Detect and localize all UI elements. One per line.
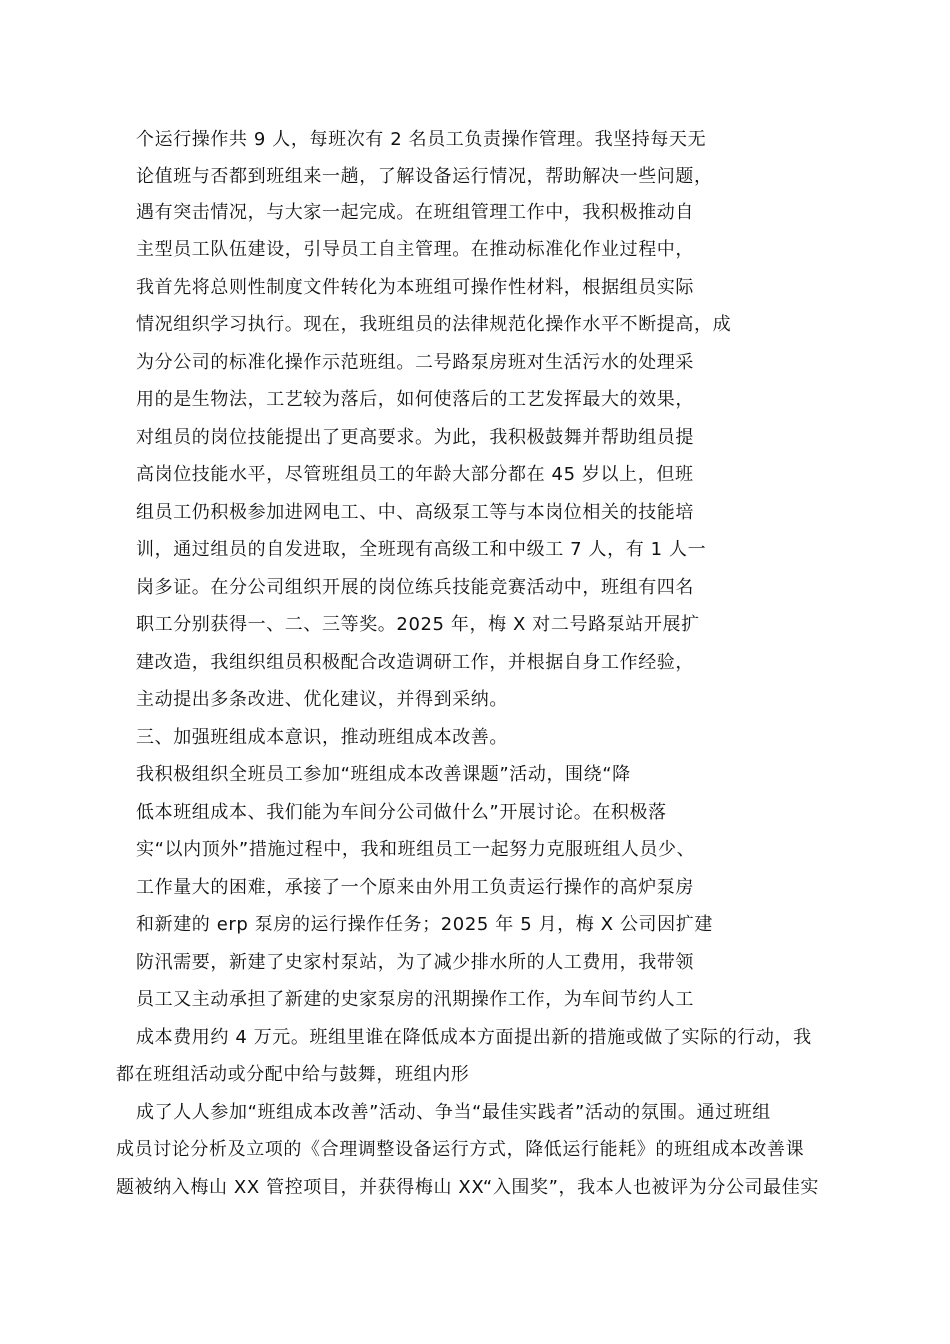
text-line: 成本费用约 4 万元。班组里谁在降低成本方面提出新的措施或做了实际的行动，我 — [136, 1027, 812, 1048]
text-line: 题被纳入梅山 XX 管控项目，并获得梅山 XX“入围奖”，我本人也被评为分公司最佳实 — [116, 1177, 819, 1198]
text-line: 对组员的岗位技能提出了更高要求。为此，我积极鼓舞并帮助组员提 — [136, 427, 694, 448]
text-line: 训，通过组员的自发进取，全班现有高级工和中级工 7 人，有 1 人一 — [136, 539, 707, 560]
text-line: 我积极组织全班员工参加“班组成本改善课题”活动，围绕“降 — [136, 764, 631, 785]
text-line: 员工又主动承担了新建的史家泵房的汛期操作工作，为车间节约人工 — [136, 989, 694, 1010]
text-line: 工作量大的困难，承接了一个原来由外用工负责运行操作的高炉泵房 — [136, 877, 694, 898]
text-line: 主动提出多条改进、优化建议，并得到采纳。 — [136, 689, 508, 710]
section-heading: 三、加强班组成本意识，推动班组成本改善。 — [136, 727, 508, 748]
text-line: 论值班与否都到班组来一趟，了解设备运行情况，帮助解决一些问题， — [136, 166, 713, 187]
text-line: 个运行操作共 9 人，每班次有 2 名员工负责操作管理。我坚持每天无 — [136, 129, 707, 150]
text-line: 成了人人参加“班组成本改善”活动、争当“最佳实践者”活动的氛围。通过班组 — [136, 1102, 771, 1123]
text-line: 遇有突击情况，与大家一起完成。在班组管理工作中，我积极推动自 — [136, 202, 694, 223]
text-line: 高岗位技能水平，尽管班组员工的年龄大部分都在 45 岁以上，但班 — [136, 464, 694, 485]
text-line: 主型员工队伍建设，引导员工自主管理。在推动标准化作业过程中， — [136, 239, 694, 260]
text-line: 防汛需要，新建了史家村泵站，为了减少排水所的人工费用，我带领 — [136, 952, 694, 973]
text-line: 建改造，我组织组员积极配合改造调研工作，并根据自身工作经验， — [136, 652, 694, 673]
text-line: 我首先将总则性制度文件转化为本班组可操作性材料，根据组员实际 — [136, 277, 694, 298]
text-line: 和新建的 erp 泵房的运行操作任务；2025 年 5 月，梅 X 公司因扩建 — [136, 914, 713, 935]
text-line: 组员工仍积极参加进网电工、中、高级泵工等与本岗位相关的技能培 — [136, 502, 694, 523]
text-line: 为分公司的标准化操作示范班组。二号路泵房班对生活污水的处理采 — [136, 352, 694, 373]
text-line: 低本班组成本、我们能为车间分公司做什么”开展讨论。在积极落 — [136, 802, 667, 823]
text-line: 实“以内顶外”措施过程中，我和班组员工一起努力克服班组人员少、 — [136, 839, 696, 860]
text-line: 职工分别获得一、二、三等奖。2025 年，梅 X 对二号路泵站开展扩 — [136, 614, 700, 635]
text-line: 都在班组活动或分配中给与鼓舞，班组内形 — [116, 1064, 470, 1085]
text-line: 岗多证。在分公司组织开展的岗位练兵技能竞赛活动中，班组有四名 — [136, 577, 694, 598]
text-line: 成员讨论分析及立项的《合理调整设备运行方式，降低运行能耗》的班组成本改善课 — [116, 1139, 805, 1160]
text-line: 用的是生物法，工艺较为落后，如何使落后的工艺发挥最大的效果， — [136, 389, 694, 410]
text-line: 情况组织学习执行。现在，我班组员的法律规范化操作水平不断提高，成 — [136, 314, 732, 335]
